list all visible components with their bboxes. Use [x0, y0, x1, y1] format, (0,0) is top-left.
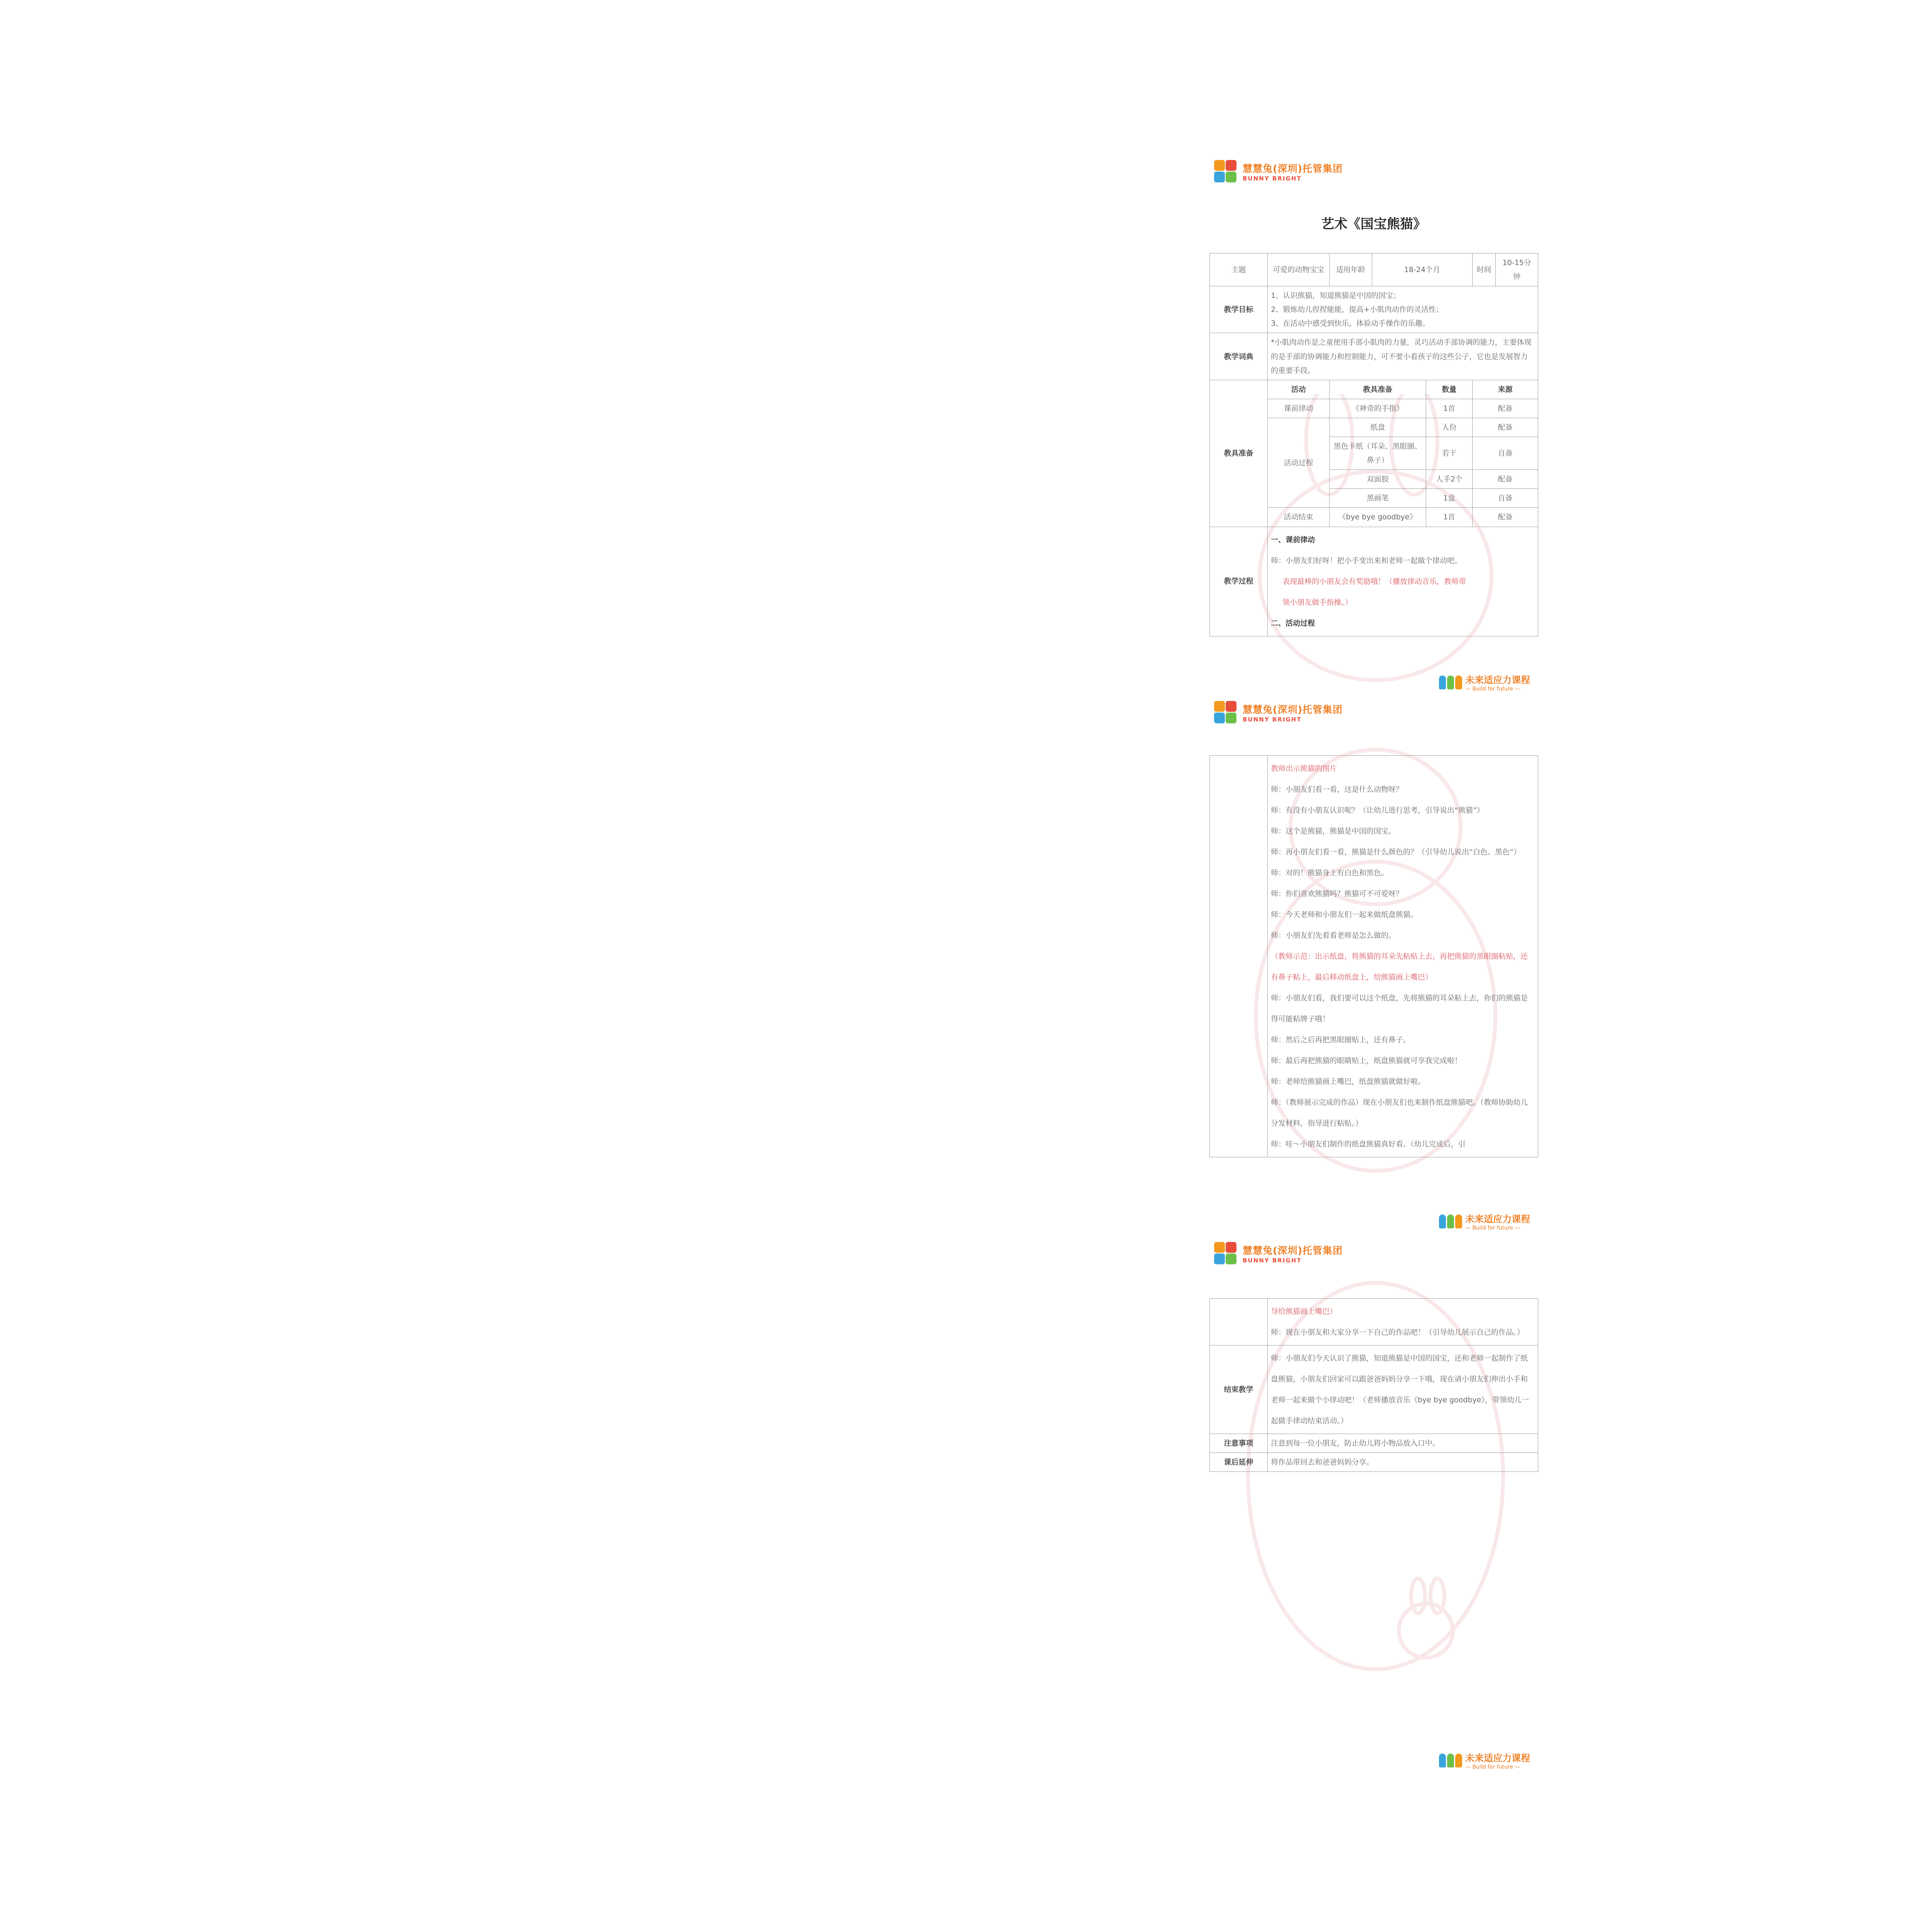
- mat-col-qty: 数量: [1426, 380, 1473, 399]
- footer-en: — Build for future —: [1465, 686, 1520, 692]
- time-value: 10-15分钟: [1496, 253, 1538, 286]
- process-text-p2: [1268, 756, 1538, 1157]
- lesson-table-page1: [1209, 253, 1538, 636]
- glossary-text: *小肌肉动作是之童使用手部小肌肉的力量，灵巧活动手部协调的能力，主要体现的是手部的协调能力和控制能力，可不要小看孩子的这些公子，它也是发展智力的重要手段。: [1268, 333, 1538, 380]
- mat-qty: 人份: [1426, 418, 1473, 437]
- mat-src: 配备: [1473, 508, 1538, 527]
- goal-item: 1、认识熊猫，知道熊猫是中国的国宝；: [1271, 291, 1401, 300]
- brand-logo: [1214, 160, 1343, 183]
- process-text-p1: [1268, 527, 1538, 636]
- process-line: 师：小朋友们看一看，这是什么动物呀？: [1271, 785, 1403, 794]
- footer-logo: [1439, 1750, 1530, 1770]
- footer-cn: 未来适应力课程: [1465, 675, 1530, 685]
- process-line: 师：你们喜欢熊猫吗？熊猫可不可爱呀？: [1271, 890, 1403, 898]
- process-line: 领小朋友做手指操。）: [1282, 598, 1352, 607]
- process-line: 师：有没有小朋友认识呢？（让幼儿进行思考，引导说出“熊猫”）: [1271, 806, 1484, 815]
- logo-en: BUNNY BRIGHT: [1243, 716, 1302, 723]
- footer-cn: 未来适应力课程: [1465, 1753, 1530, 1764]
- lesson-table-page3: [1209, 1298, 1538, 1472]
- goals-row: [1210, 286, 1538, 333]
- glossary-label: 教学词典: [1210, 333, 1268, 380]
- process-line: 师：今天老师和小朋友们一起来做纸盘熊猫。: [1271, 910, 1418, 919]
- goals-list: [1268, 286, 1538, 333]
- footer-en: — Build for future —: [1465, 1764, 1520, 1770]
- process-row-cont: [1210, 1299, 1538, 1345]
- process-line: 师：小朋友们好呀！把小手变出来和老师一起做个律动吧。: [1271, 556, 1462, 565]
- notes-label: 注意事项: [1210, 1434, 1268, 1453]
- extension-text: 将作品带回去和爸爸妈妈分享。: [1268, 1453, 1538, 1472]
- mat-activity: 活动过程: [1268, 418, 1330, 507]
- page-2: [1209, 696, 1538, 1237]
- footer-cn: 未来适应力课程: [1465, 1214, 1530, 1225]
- mat-activity: 课前律动: [1268, 399, 1330, 418]
- footer-en: — Build for future —: [1465, 1225, 1520, 1231]
- process-line: 一、课前律动: [1271, 535, 1315, 544]
- process-line: 师：小朋友们看，我们要可以这个纸盘，先将熊猫的耳朵粘上去，你们的熊猫是得可能粘牌子哦！: [1271, 994, 1528, 1023]
- mat-src: 自备: [1473, 489, 1538, 508]
- process-label-empty: [1210, 1299, 1268, 1345]
- footer-logo: [1439, 672, 1530, 692]
- logo-mark-icon: [1214, 160, 1239, 183]
- logo-mark-icon: [1214, 701, 1239, 724]
- lesson-title: 艺术《国宝熊猫》: [1321, 216, 1426, 232]
- brand-logo: [1214, 701, 1343, 724]
- info-row: [1210, 253, 1538, 286]
- logo-cn: 慧慧兔(深圳)托管集团: [1243, 704, 1343, 715]
- materials-header-row: [1210, 380, 1538, 399]
- age-value: 18-24个月: [1372, 253, 1473, 286]
- process-line: 师：老师给熊猫画上嘴巴，纸盘熊猫就做好啦。: [1271, 1077, 1425, 1086]
- tree-logo-icon: [1439, 1214, 1462, 1228]
- footer-logo: [1439, 1211, 1530, 1231]
- page-3: [1209, 1237, 1538, 1789]
- mat-item: 黑色卡纸（耳朵、黑眼圈、鼻子）: [1330, 437, 1426, 470]
- theme-label: 主题: [1210, 253, 1268, 286]
- goal-item: 2、锻炼幼儿捏捏能能，提高+小肌肉动作的灵活性；: [1271, 305, 1444, 314]
- mat-src: 配备: [1473, 418, 1538, 437]
- process-line: 师：这个是熊猫，熊猫是中国的国宝。: [1271, 827, 1396, 835]
- mat-src: 配备: [1473, 399, 1538, 418]
- notes-text: 注意到每一位小朋友，防止幼儿将小物品放入口中。: [1268, 1434, 1538, 1453]
- process-line: （教师示范：出示纸盘，将熊猫的耳朵先粘贴上去，再把熊猫的黑眼圈粘贴，还有鼻子粘上，最后移动纸盘上，给熊猫画上嘴巴）: [1271, 952, 1528, 981]
- process-text-p3: [1268, 1299, 1538, 1345]
- process-line: 师：哇～小朋友们制作的纸盘熊猫真好看。（幼儿完成后，引: [1271, 1140, 1466, 1148]
- lesson-table-page2: [1209, 755, 1538, 1157]
- closing-label: 结束教学: [1210, 1345, 1268, 1434]
- mat-col-activity: 活动: [1268, 380, 1330, 399]
- mat-item: 双面胶: [1330, 470, 1426, 489]
- notes-row: [1210, 1434, 1538, 1453]
- goal-item: 3、在活动中感受到快乐，体验动手操作的乐趣。: [1271, 319, 1430, 328]
- glossary-row: [1210, 333, 1538, 380]
- process-line: 师：然后之后再把黑眼圈贴上，还有鼻子。: [1271, 1036, 1411, 1044]
- mat-item: 黑画笔: [1330, 489, 1426, 508]
- process-line: 教师出示熊猫的图片: [1271, 764, 1337, 773]
- mat-src: 配备: [1473, 470, 1538, 489]
- process-line: 师：再小朋友们看一看，熊猫是什么颜色的？（引导幼儿说出“白色、黑色”）: [1271, 848, 1521, 856]
- process-line: 导给熊猫画上嘴巴）: [1271, 1307, 1337, 1316]
- extension-row: [1210, 1453, 1538, 1472]
- goals-label: 教学目标: [1210, 286, 1268, 333]
- process-line: 表现最棒的小朋友会有奖励哦！（播放律动音乐，教师带: [1282, 577, 1466, 586]
- age-label: 适用年龄: [1330, 253, 1372, 286]
- mat-qty: 1盒: [1426, 489, 1473, 508]
- closing-row: [1210, 1345, 1538, 1434]
- logo-en: BUNNY BRIGHT: [1243, 175, 1302, 182]
- process-line: 师：（教师展示完成的作品）现在小朋友们也来制作纸盘熊猫吧。（教师协助幼儿分发材料，指导进行粘贴。）: [1271, 1098, 1528, 1128]
- tree-logo-icon: [1439, 1754, 1462, 1767]
- logo-en: BUNNY BRIGHT: [1243, 1257, 1302, 1264]
- mat-item: 纸盘: [1330, 418, 1426, 437]
- mat-qty: 1首: [1426, 399, 1473, 418]
- process-row-cont: [1210, 756, 1538, 1157]
- time-label: 时间: [1473, 253, 1496, 286]
- process-line: 二、活动过程: [1271, 619, 1315, 628]
- mat-item: 《神奇的手指》: [1330, 399, 1426, 418]
- process-label-empty: [1210, 756, 1268, 1157]
- process-label: 教学过程: [1210, 527, 1268, 636]
- mat-qty: 人手2个: [1426, 470, 1473, 489]
- mat-qty: 若干: [1426, 437, 1473, 470]
- extension-label: 课后延伸: [1210, 1453, 1268, 1472]
- logo-cn: 慧慧兔(深圳)托管集团: [1243, 1245, 1343, 1256]
- logo-cn: 慧慧兔(深圳)托管集团: [1243, 163, 1343, 174]
- mat-col-item: 教具准备: [1330, 380, 1426, 399]
- mat-activity: 活动结束: [1268, 508, 1330, 527]
- process-line: 师：现在小朋友和大家分享一下自己的作品吧！（引导幼儿展示自己的作品。）: [1271, 1328, 1524, 1337]
- process-line: 师：小朋友们先看看老师是怎么做的。: [1271, 931, 1396, 940]
- closing-text: 师：小朋友们今天认识了熊猫，知道熊猫是中国的国宝，还和老师一起制作了纸盘熊猫，小朋友们回家可以跟爸爸妈妈分享一下哦，现在请小朋友们伸出小手和老师一起来做个小律动吧！（老师播放音乐《bye bye goodbye》，带领幼儿一起做手律动结束活动。）: [1268, 1345, 1538, 1434]
- page-1: [1209, 155, 1538, 696]
- mat-col-src: 来源: [1473, 380, 1538, 399]
- mat-qty: 1首: [1426, 508, 1473, 527]
- process-line: 师：最后再把熊猫的眼睛贴上，纸盘熊猫就可享我完成啦！: [1271, 1056, 1462, 1065]
- process-line: 师：对的！熊猫身上有白色和黑色。: [1271, 869, 1389, 877]
- materials-label: 教具准备: [1210, 380, 1268, 527]
- theme-value: 可爱的动物宝宝: [1268, 253, 1330, 286]
- mat-item: 《bye bye goodbye》: [1330, 508, 1426, 527]
- tree-logo-icon: [1439, 675, 1462, 689]
- mat-src: 自备: [1473, 437, 1538, 470]
- process-row: [1210, 527, 1538, 636]
